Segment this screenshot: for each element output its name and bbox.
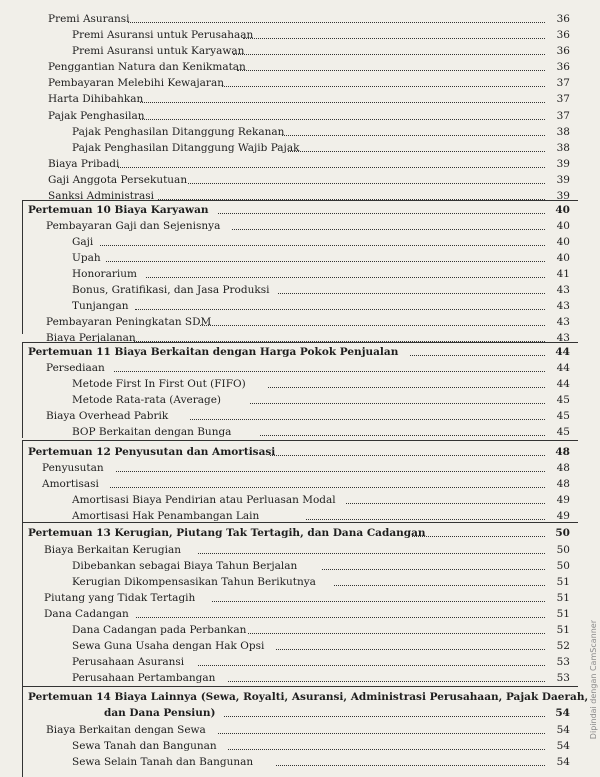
toc-entry-page: 44 xyxy=(556,362,570,374)
toc-entry-label: Dana Cadangan pada Perbankan xyxy=(72,624,247,636)
toc-entry xyxy=(0,156,600,172)
toc-entry-page: 51 xyxy=(556,576,570,588)
section-rule xyxy=(22,342,578,343)
toc-entry xyxy=(0,542,600,558)
leader-dots xyxy=(237,70,545,71)
toc-entry-label: Pajak Penghasilan Ditanggung Rekanan xyxy=(72,126,285,138)
toc-entry-label: Amortisasi Hak Penambangan Lain xyxy=(72,510,260,522)
toc-entry-label: Premi Asuransi xyxy=(48,13,130,25)
leader-dots xyxy=(248,633,545,634)
toc-entry-page: 39 xyxy=(556,158,570,170)
section-rule xyxy=(22,200,578,201)
leader-dots xyxy=(222,86,545,87)
toc-entry-page: 51 xyxy=(556,608,570,620)
toc-entry-label: Pertemuan 11 Biaya Berkaitan dengan Harga Pokok Penjualan xyxy=(28,346,399,358)
toc-entry-page: 38 xyxy=(556,126,570,138)
toc-entry xyxy=(0,11,600,27)
toc-entry xyxy=(0,234,600,250)
toc-entry xyxy=(0,670,600,686)
toc-entry xyxy=(0,392,600,408)
toc-entry xyxy=(0,460,600,476)
toc-entry-page: 39 xyxy=(556,174,570,186)
toc-entry-label: Biaya Pribadi xyxy=(48,158,120,170)
leader-dots xyxy=(116,471,545,472)
toc-entry-page: 38 xyxy=(556,142,570,154)
toc-entry-label: Biaya Berkaitan dengan Sewa xyxy=(46,724,206,736)
toc-entry-page: 44 xyxy=(555,346,570,358)
toc-entry xyxy=(0,622,600,638)
toc-section-heading xyxy=(0,202,600,218)
leader-dots xyxy=(228,681,545,682)
toc-entry-label: Pertemuan 14 Biaya Lainnya (Sewa, Royalti, Asuransi, Administrasi Perusahaan, Pajak Daerah, xyxy=(28,691,589,703)
toc-entry-label: Sewa Selain Tanah dan Bangunan xyxy=(72,756,254,768)
toc-entry-page: 40 xyxy=(556,220,570,232)
toc-entry-label: BOP Berkaitan dengan Bunga xyxy=(72,426,232,438)
leader-dots xyxy=(218,213,545,214)
toc-entry-page: 43 xyxy=(556,316,570,328)
toc-entry-label: Sanksi Administrasi xyxy=(48,190,155,202)
toc-entry-page: 45 xyxy=(556,410,570,422)
toc-section-heading xyxy=(0,689,600,705)
toc-entry-page: 40 xyxy=(555,204,570,216)
leader-dots xyxy=(250,403,545,404)
toc-entry xyxy=(0,314,600,330)
toc-entry-label: Metode Rata-rata (Average) xyxy=(72,394,222,406)
toc-entry-page: 43 xyxy=(556,300,570,312)
toc-entry-label: Gaji Anggota Persekutuan xyxy=(48,174,188,186)
toc-entry xyxy=(0,722,600,738)
toc-entry-page: 36 xyxy=(556,45,570,57)
toc-entry xyxy=(0,738,600,754)
toc-entry-page: 50 xyxy=(556,544,570,556)
toc-entry-page: 53 xyxy=(556,656,570,668)
toc-entry xyxy=(0,75,600,91)
leader-dots xyxy=(270,455,545,456)
toc-entry-page: 45 xyxy=(556,426,570,438)
toc-entry-label: Dibebankan sebagai Biaya Tahun Berjalan xyxy=(72,560,298,572)
toc-entry-page: 40 xyxy=(556,252,570,264)
leader-dots xyxy=(106,261,545,262)
toc-entry-label: Pertemuan 13 Kerugian, Piutang Tak Tertagih, dan Dana Cadangan xyxy=(28,527,426,539)
toc-entry-page: 54 xyxy=(556,724,570,736)
toc-entry-label: Biaya Berkaitan Kerugian xyxy=(44,544,182,556)
toc-entry-label: Honorarium xyxy=(72,268,137,280)
toc-entry-page: 37 xyxy=(556,93,570,105)
leader-dots xyxy=(190,419,545,420)
leader-dots xyxy=(146,277,545,278)
leader-dots xyxy=(243,38,545,39)
toc-entry-label: Sewa Guna Usaha dengan Hak Opsi xyxy=(72,640,265,652)
toc-entry-label: Harta Dihibahkan xyxy=(48,93,144,105)
toc-entry xyxy=(0,298,600,314)
toc-entry xyxy=(0,172,600,188)
toc-entry-page: 36 xyxy=(556,61,570,73)
toc-entry-page: 44 xyxy=(556,378,570,390)
toc-entry-page: 54 xyxy=(556,740,570,752)
toc-entry-page: 41 xyxy=(556,268,570,280)
leader-dots xyxy=(140,102,545,103)
scanner-watermark: Dipindai dengan CamScanner xyxy=(589,620,598,740)
toc-entry-page: 43 xyxy=(556,332,570,344)
section-rule xyxy=(22,522,578,523)
leader-dots xyxy=(136,617,545,618)
leader-dots xyxy=(198,665,545,666)
toc-entry-label: Biaya Perjalanan xyxy=(46,332,136,344)
toc-entry-page: 39 xyxy=(556,190,570,202)
toc-entry-label: Kerugian Dikompensasikan Tahun Berikutnya xyxy=(72,576,316,588)
toc-entry-label: Persediaan xyxy=(46,362,105,374)
toc-entry-label: Pajak Penghasilan Ditanggung Wajib Pajak xyxy=(72,142,300,154)
toc-entry xyxy=(0,376,600,392)
toc-entry xyxy=(0,408,600,424)
leader-dots xyxy=(268,387,545,388)
leader-dots xyxy=(128,22,545,23)
toc-entry-page: 51 xyxy=(556,592,570,604)
leader-dots xyxy=(118,167,545,168)
toc-entry-label: dan Dana Pensiun) xyxy=(104,707,216,719)
toc-entry-page: 43 xyxy=(556,284,570,296)
toc-entry-page: 45 xyxy=(556,394,570,406)
toc-entry-label: Sewa Tanah dan Bangunan xyxy=(72,740,217,752)
toc-entry xyxy=(0,574,600,590)
leader-dots xyxy=(346,503,545,504)
toc-entry-label: Piutang yang Tidak Tertagih xyxy=(44,592,196,604)
toc-entry-label: Biaya Overhead Pabrik xyxy=(46,410,169,422)
leader-dots xyxy=(110,487,545,488)
leader-dots xyxy=(135,309,545,310)
toc-entry xyxy=(0,124,600,140)
toc-entry-label: Amortisasi xyxy=(42,478,99,490)
leader-dots xyxy=(322,569,545,570)
toc-entry xyxy=(0,558,600,574)
leader-dots xyxy=(233,54,545,55)
section-rule xyxy=(22,440,578,441)
toc-entry-label: Pembayaran Peningkatan SDM xyxy=(46,316,212,328)
toc-entry-page: 48 xyxy=(556,478,570,490)
toc-entry-label: Amortisasi Biaya Pendirian atau Perluasan Modal xyxy=(72,494,336,506)
toc-entry-page: 54 xyxy=(555,707,570,719)
toc-entry-page: 54 xyxy=(556,756,570,768)
leader-dots xyxy=(260,435,545,436)
toc-entry xyxy=(0,43,600,59)
toc-entry-label: Pembayaran Melebihi Kewajaran xyxy=(48,77,224,89)
toc-entry-label: Pajak Penghasilan xyxy=(48,110,145,122)
toc-entry-page: 49 xyxy=(556,510,570,522)
toc-entry-page: 36 xyxy=(556,29,570,41)
toc-entry-page: 50 xyxy=(555,527,570,539)
toc-entry-label: Perusahaan Pertambangan xyxy=(72,672,216,684)
toc-entry-label: Premi Asuransi untuk Karyawan xyxy=(72,45,245,57)
toc-entry xyxy=(0,360,600,376)
leader-dots xyxy=(282,135,545,136)
toc-section-heading xyxy=(0,705,600,721)
toc-entry-label: Perusahaan Asuransi xyxy=(72,656,185,668)
toc-entry xyxy=(0,266,600,282)
leader-dots xyxy=(288,151,545,152)
leader-dots xyxy=(412,536,545,537)
leader-dots xyxy=(334,585,545,586)
toc-entry xyxy=(0,424,600,440)
toc-entry-label: Gaji xyxy=(72,236,94,248)
leader-dots xyxy=(410,355,545,356)
leader-dots xyxy=(218,733,545,734)
toc-entry xyxy=(0,218,600,234)
leader-dots xyxy=(188,183,545,184)
toc-entry xyxy=(0,638,600,654)
leader-dots xyxy=(140,119,545,120)
toc-entry-page: 40 xyxy=(556,236,570,248)
toc-entry-page: 53 xyxy=(556,672,570,684)
toc-entry-page: 37 xyxy=(556,110,570,122)
toc-entry xyxy=(0,91,600,107)
leader-dots xyxy=(114,371,545,372)
toc-entry xyxy=(0,282,600,298)
toc-entry xyxy=(0,654,600,670)
toc-entry-page: 48 xyxy=(556,462,570,474)
toc-entry xyxy=(0,606,600,622)
toc-entry-page: 36 xyxy=(556,13,570,25)
leader-dots xyxy=(232,229,545,230)
toc-entry-label: Penggantian Natura dan Kenikmatan xyxy=(48,61,246,73)
toc-entry-page: 52 xyxy=(556,640,570,652)
toc-entry xyxy=(0,250,600,266)
toc-entry-page: 49 xyxy=(556,494,570,506)
toc-entry xyxy=(0,754,600,770)
toc-entry-label: Pertemuan 10 Biaya Karyawan xyxy=(28,204,209,216)
leader-dots xyxy=(200,325,545,326)
toc-entry-label: Penyusutan xyxy=(42,462,104,474)
toc-entry xyxy=(0,140,600,156)
toc-section-heading xyxy=(0,444,600,460)
leader-dots xyxy=(198,553,545,554)
toc-entry-label: Dana Cadangan xyxy=(44,608,129,620)
toc-entry-page: 50 xyxy=(556,560,570,572)
toc-entry-label: Upah xyxy=(72,252,101,264)
toc-entry-label: Bonus, Gratifikasi, dan Jasa Produksi xyxy=(72,284,270,296)
leader-dots xyxy=(212,601,545,602)
toc-entry-page: 48 xyxy=(555,446,570,458)
leader-dots xyxy=(276,765,545,766)
toc-entry-label: Pertemuan 12 Penyusutan dan Amortisasi xyxy=(28,446,276,458)
toc-entry-label: Tunjangan xyxy=(72,300,129,312)
toc-entry xyxy=(0,476,600,492)
toc-entry-label: Metode First In First Out (FIFO) xyxy=(72,378,246,390)
toc-entry xyxy=(0,27,600,43)
toc-entry xyxy=(0,492,600,508)
leader-dots xyxy=(306,519,545,520)
toc-entry-label: Premi Asuransi untuk Perusahaan xyxy=(72,29,254,41)
section-rule xyxy=(22,686,578,687)
leader-dots xyxy=(228,749,545,750)
toc-entry-page: 51 xyxy=(556,624,570,636)
toc-section-heading xyxy=(0,525,600,541)
toc-section-heading xyxy=(0,344,600,360)
toc-entry xyxy=(0,590,600,606)
leader-dots xyxy=(100,245,545,246)
leader-dots xyxy=(224,716,545,717)
toc-entry xyxy=(0,108,600,124)
toc-entry-label: Pembayaran Gaji dan Sejenisnya xyxy=(46,220,221,232)
toc-entry-page: 37 xyxy=(556,77,570,89)
leader-dots xyxy=(276,649,545,650)
leader-dots xyxy=(278,293,545,294)
toc-entry xyxy=(0,59,600,75)
